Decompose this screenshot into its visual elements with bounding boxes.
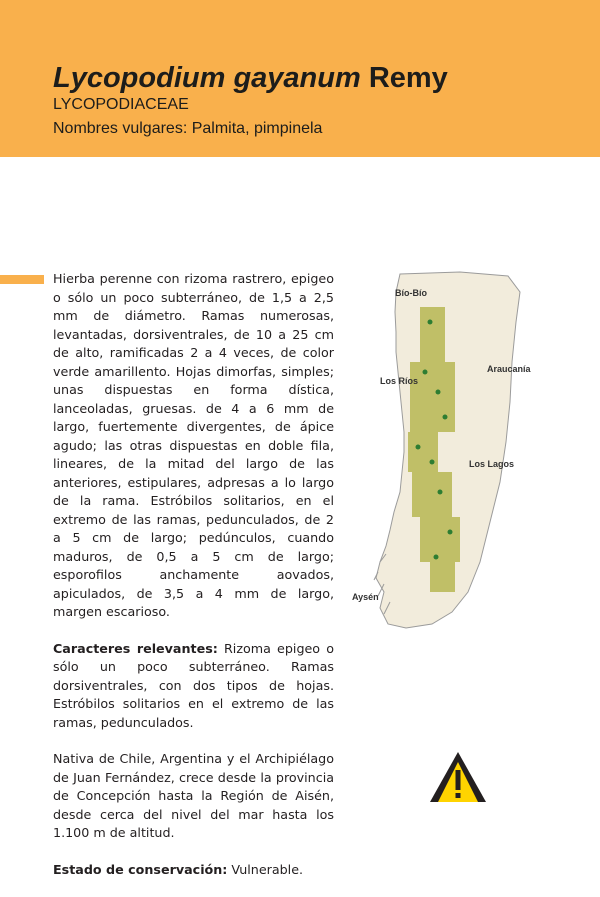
relevant-text: Rizoma epigeo o sólo un poco subterráneo. Ramas dorsiventrales, con dos tipos de hojas. Estróbilos solitarios en el extremo de las ramas, pedunculados.	[53, 640, 334, 730]
common-names: Nombres vulgares: Palmita, pimpinela	[53, 120, 323, 137]
conservation-paragraph	[53, 861, 334, 880]
relevant-paragraph	[53, 640, 334, 733]
map-label-aysen: Aysén	[352, 592, 379, 602]
text-column	[53, 270, 334, 897]
map-label-biobio: Bío-Bío	[395, 288, 427, 298]
map-label-los-rios: Los Ríos	[380, 376, 419, 386]
conservation-label: Estado de conservación:	[53, 861, 228, 877]
relevant-label: Caracteres relevantes:	[53, 640, 218, 656]
header-band	[0, 0, 600, 157]
species-author: Remy	[368, 62, 448, 94]
side-tab-marker	[0, 275, 44, 284]
species-title	[53, 60, 448, 96]
species-name: Lycopodium gayanum	[53, 62, 361, 94]
distribution-paragraph: Nativa de Chile, Argentina y el Archipiélago de Juan Fernández, crece desde la provincia de Concepción hasta la Región de Aisén, desde cerca del nivel del mar hasta los 1.100 m de altitud.	[53, 751, 334, 840]
distribution-map	[340, 262, 565, 637]
conservation-text: Vulnerable.	[227, 861, 304, 877]
description-paragraph: Hierba perenne con rizoma rastrero, epigeo o sólo un poco subterráneo, de 1,5 a 2,5 mm de diámetro. Ramas numerosas, levantadas, dorsiventrales, de 10 a 25 cm de alto, ramificadas 2 a 4 veces, de color verde amarillento. Hojas dimorfas, simples; unas dispuestas en forma dística, lanceoladas, gruesas. de 4 a 6 mm de largo, fuertemente divergentes, de ápice agudo; las otras dispuestas en doble fila, lineares, de la mitad del largo de las anteriores, estipulares, adpresas a lo largo de la rama. Estróbilos solitarios, en el extremo de las ramas, pedunculados, de 2 a 5 cm de largo; pedúnculos, cuando maduros, de 0,5 a 5 cm de largo; esporofilos anchamente aovados, apiculados, de 3,5 a 4 mm de largo, margen escarioso.	[53, 271, 334, 619]
warning-triangle-icon	[428, 750, 488, 802]
family-name: LYCOPODIACEAE	[53, 96, 189, 113]
map-label-los-lagos: Los Lagos	[469, 459, 515, 469]
map-label-araucania: Araucanía	[487, 364, 531, 374]
